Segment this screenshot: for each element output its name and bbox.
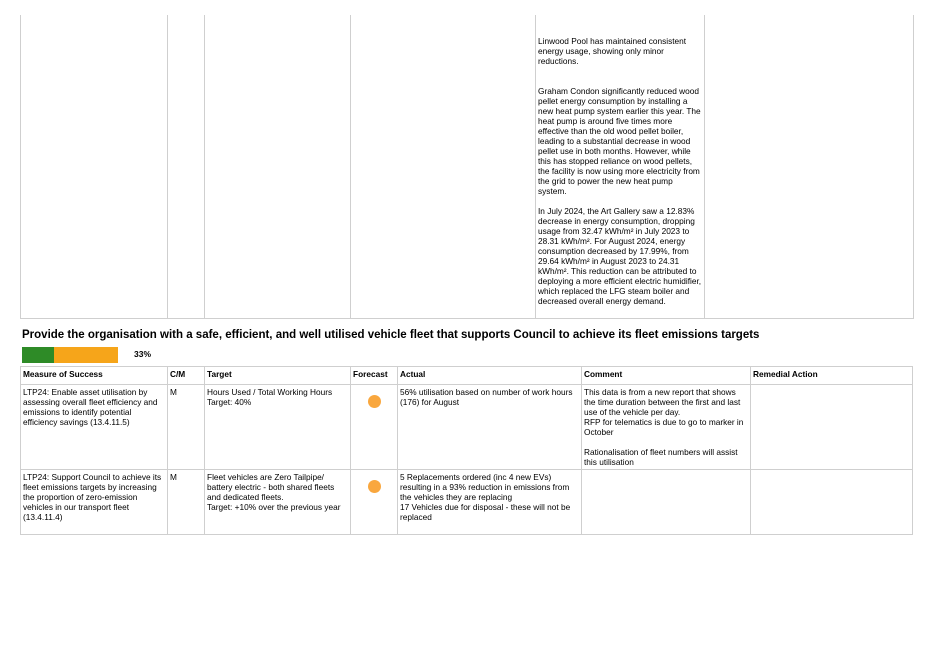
column-divider — [535, 15, 536, 318]
previous-table-fragment — [20, 15, 914, 319]
header-cm: C/M — [168, 367, 205, 385]
cm-cell: M — [168, 470, 205, 535]
comment-line: This data is from a new report that shows the time duration between the first and last use of the vehicle per day. — [584, 387, 741, 417]
remedial-action-cell — [751, 470, 913, 535]
column-divider — [704, 15, 705, 318]
measure-cell: LTP24: Enable asset utilisation by assessing overall fleet efficiency and emissions to identify potential efficiency savings (13.4.11.5) — [21, 385, 168, 470]
comment-blank-line — [584, 437, 748, 447]
progress-bar — [22, 347, 118, 363]
measure-cell: LTP24: Support Council to achieve its fleet emissions targets by increasing the proportion of zero-emission vehicles in our transport fleet (13.4.11.4) — [21, 470, 168, 535]
target-cell — [205, 470, 351, 535]
actual-line: 5 Replacements ordered (inc 4 new EVs) resulting in a 93% reduction in emissions from the vehicles they are replacing — [400, 472, 570, 502]
comment-line: RFP for telematics is due to go to marker in October — [584, 417, 744, 437]
comment-paragraph-graham-condon: Graham Condon significantly reduced wood pellet energy consumption by installing a new heat pump system earlier this year. The heat pump is around five times more effective than the old wood pellet boiler, leading to a substantial decrease in wood pellet use in both months. However, while this has stopped reliance on wood pellets, the facility is now using more electricity from the grid to power the new heat pump system. — [538, 86, 701, 196]
forecast-status-dot — [368, 480, 381, 493]
remedial-action-cell — [751, 385, 913, 470]
measures-table — [20, 366, 913, 535]
column-divider — [204, 15, 205, 318]
cm-cell: M — [168, 385, 205, 470]
forecast-cell — [351, 470, 398, 535]
comment-paragraph-linwood: Linwood Pool has maintained consistent energy usage, showing only minor reductions. — [538, 36, 687, 66]
progress-segment-green — [22, 347, 54, 363]
actual-cell — [398, 470, 582, 535]
header-measure-of-success: Measure of Success — [21, 367, 168, 385]
header-actual: Actual — [398, 367, 582, 385]
target-line: Fleet vehicles are Zero Tailpipe/ battery electric - both shared fleets and dedicated fleets. — [207, 472, 335, 502]
progress-segment-orange — [54, 347, 118, 363]
header-remedial-action: Remedial Action — [751, 367, 913, 385]
target-cell: Hours Used / Total Working Hours Target: 40% — [205, 385, 351, 470]
comment-line: Rationalisation of fleet numbers will assist this utilisation — [584, 447, 738, 467]
forecast-cell — [351, 385, 398, 470]
actual-line: 17 Vehicles due for disposal - these will not be replaced — [400, 502, 571, 522]
header-comment: Comment — [582, 367, 751, 385]
forecast-status-dot — [368, 395, 381, 408]
actual-cell: 56% utilisation based on number of work hours (176) for August — [398, 385, 582, 470]
progress-percentage: 33% — [134, 349, 152, 359]
column-divider — [167, 15, 168, 318]
table-header-row — [21, 367, 913, 385]
comment-paragraph-art-gallery: In July 2024, the Art Gallery saw a 12.83% decrease in energy consumption, dropping usage from 32.47 kWh/m² in July 2023 to 28.31 kWh/m². For August 2024, energy consumption decreased by 17.99%, from 29.64 kWh/m² in August 2023 to 24.31 kWh/m². This reduction can be attributed to deploying a more efficient electric humidifier, which replaced the LFG steam boiler and decreased overall energy demand. — [538, 206, 702, 306]
comment-cell — [582, 385, 751, 470]
section-heading: Provide the organisation with a safe, efficient, and well utilised vehicle fleet that supports Council to achieve its fleet emissions targets — [22, 329, 760, 341]
column-divider — [350, 15, 351, 318]
table-row — [21, 385, 913, 470]
header-forecast: Forecast — [351, 367, 398, 385]
target-line: Target: +10% over the previous year — [207, 502, 341, 512]
comment-cell — [582, 470, 751, 535]
table-row — [21, 470, 913, 535]
header-target: Target — [205, 367, 351, 385]
